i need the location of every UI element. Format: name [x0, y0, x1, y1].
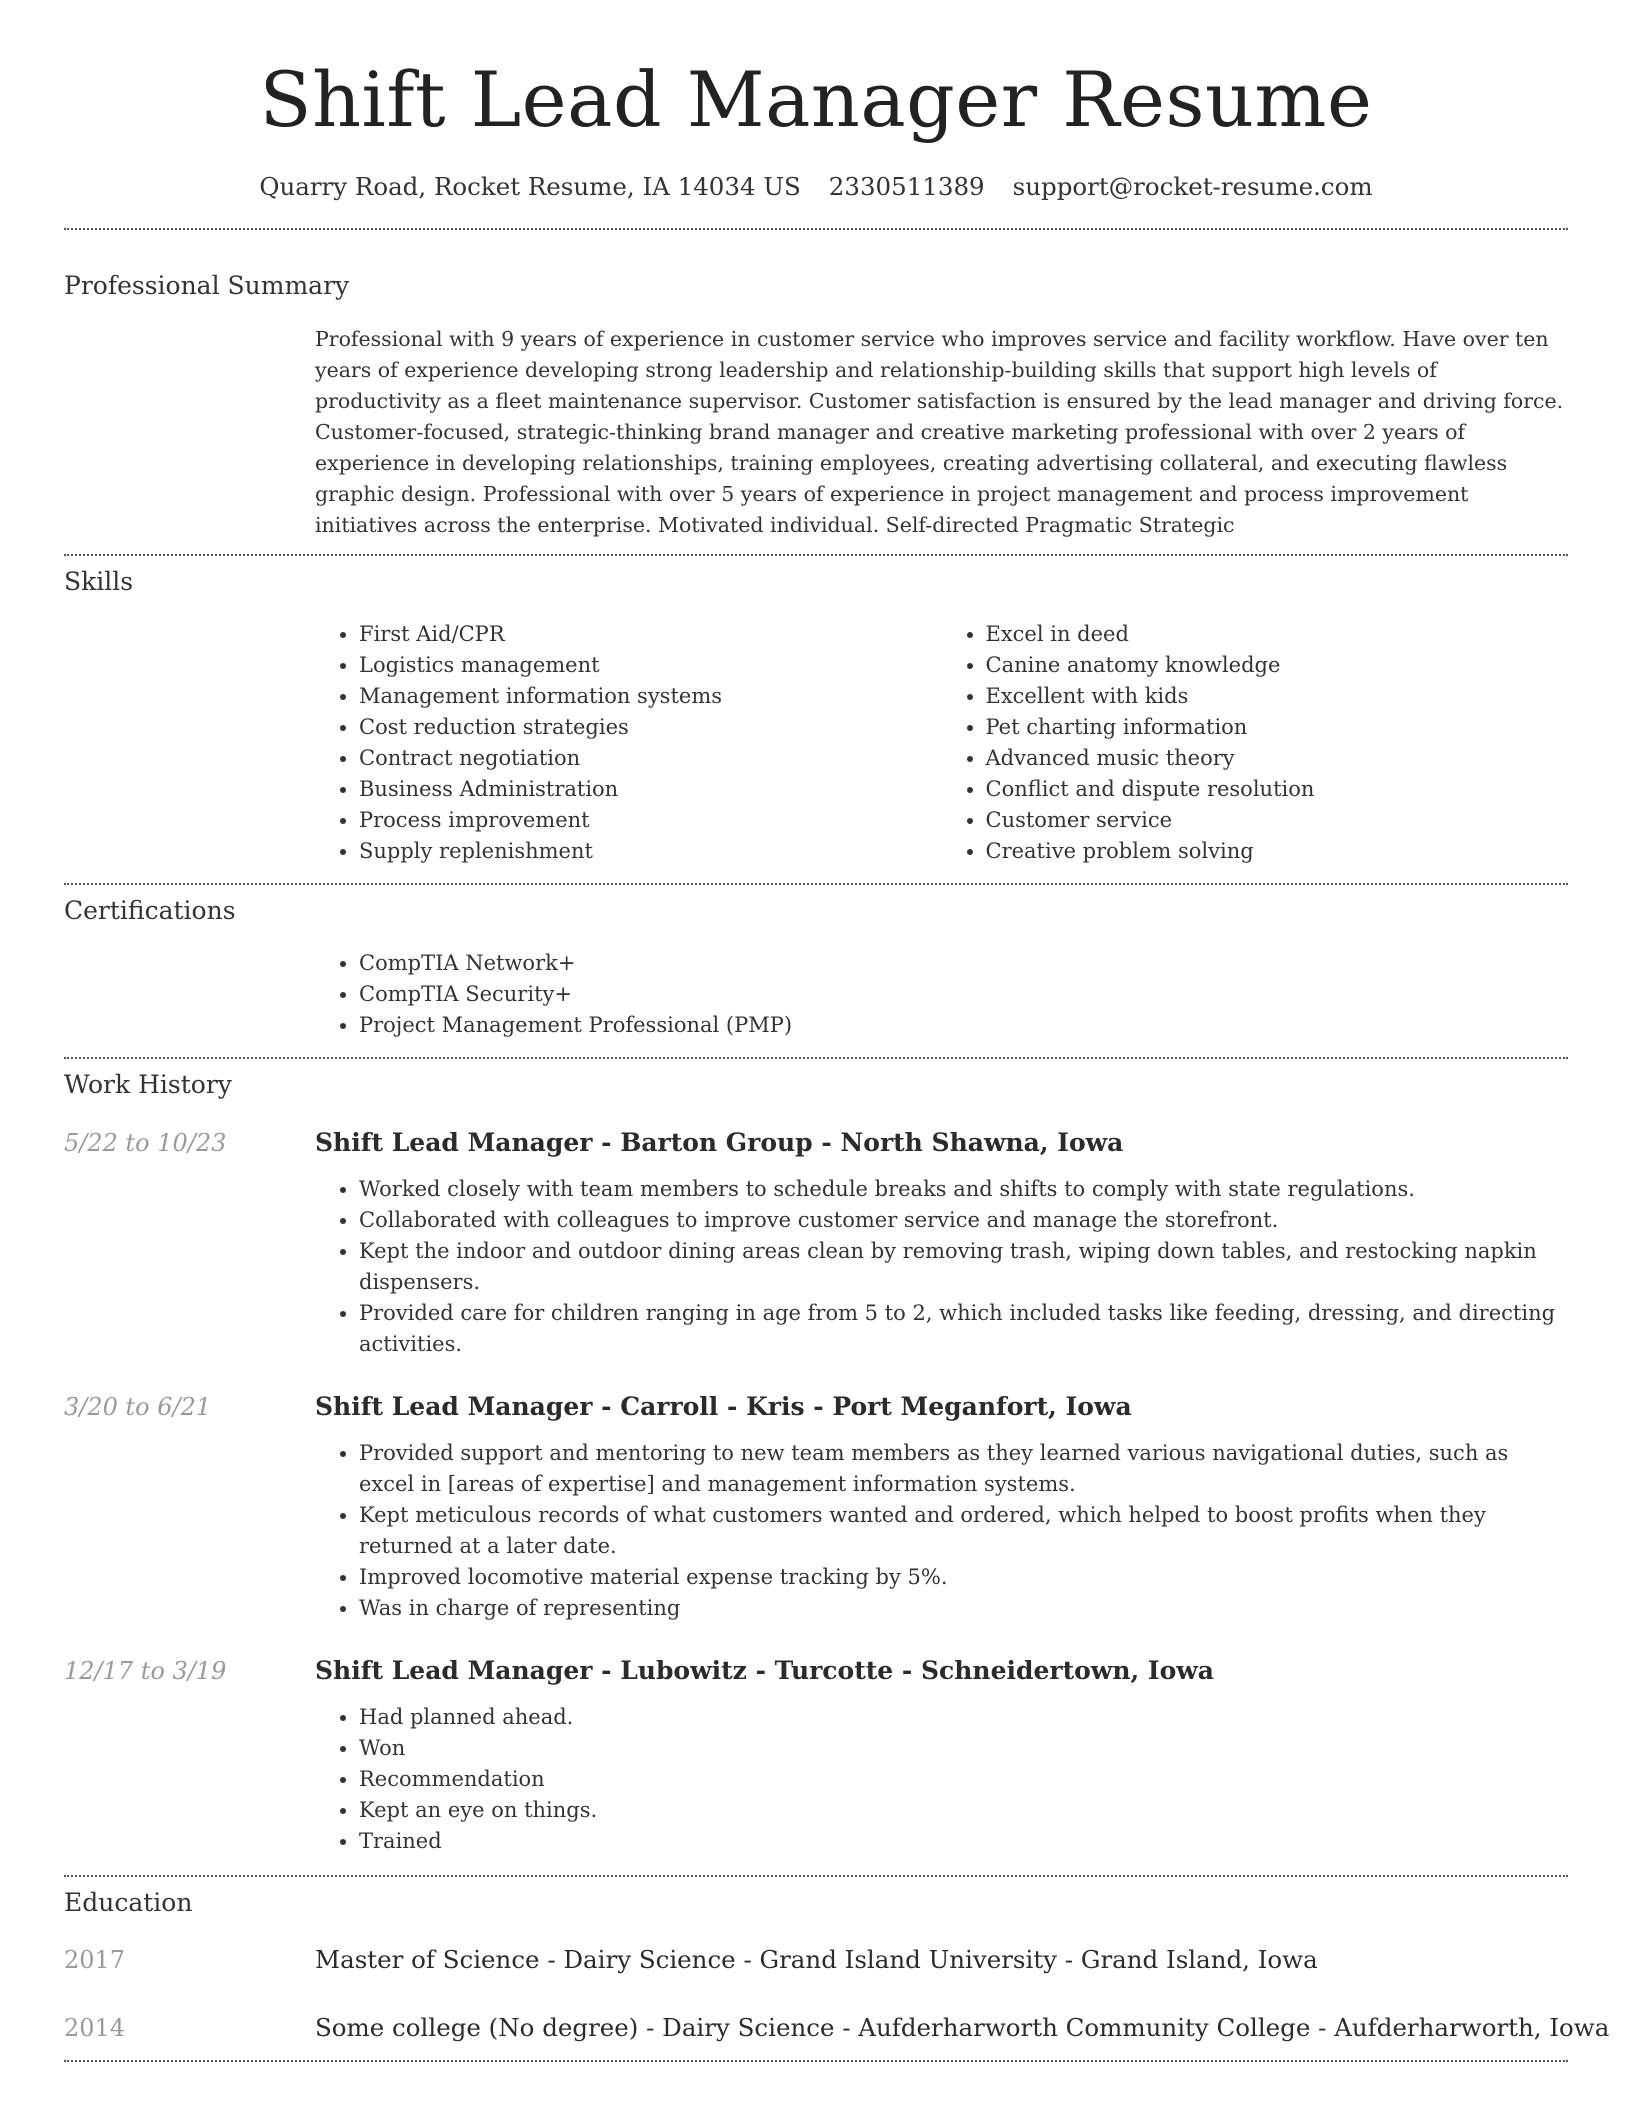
- divider: [64, 883, 1568, 885]
- job-entry: [64, 1390, 1568, 1624]
- job-bullet: • Recommendation: [359, 1764, 1568, 1795]
- job-bullet: • Collaborated with colleagues to improve customer service and manage the storefront.: [359, 1205, 1568, 1236]
- job-dates: 3/20 to 6/21: [64, 1393, 212, 1421]
- certification-item: • CompTIA Security+: [359, 979, 1568, 1010]
- resume-page: [64, 0, 1610, 2062]
- divider: [64, 554, 1568, 556]
- skill-item: • First Aid/CPR: [359, 619, 942, 650]
- skill-item: • Management information systems: [359, 681, 942, 712]
- skill-item: • Business Administration: [359, 774, 942, 805]
- education-entry: [64, 1943, 1568, 1977]
- job-bullet: • Trained: [359, 1826, 1568, 1857]
- skill-item: • Cost reduction strategies: [359, 712, 942, 743]
- education-year: 2017: [64, 1946, 126, 1974]
- skill-item: • Excellent with kids: [986, 681, 1569, 712]
- skill-item: • Excel in deed: [986, 619, 1569, 650]
- work-heading: Work History: [64, 1070, 232, 1099]
- education-section: [64, 1886, 1610, 2045]
- job-title: Shift Lead Manager - Carroll - Kris - Port Meganfort, Iowa: [315, 1392, 1132, 1421]
- job-bullet: • Won: [359, 1733, 1568, 1764]
- job-entry: [64, 1126, 1568, 1360]
- job-bullet: • Provided support and mentoring to new team members as they learned various navigational duties, such as excel in [areas of expertise] and management information systems.: [359, 1438, 1568, 1500]
- summary-section: [64, 269, 1568, 541]
- certification-item: • Project Management Professional (PMP): [359, 1010, 1568, 1041]
- skills-list-left: [315, 619, 942, 867]
- certifications-heading: Certifications: [64, 896, 236, 925]
- divider: [64, 228, 1568, 230]
- divider: [64, 1057, 1568, 1059]
- contact-line: [64, 170, 1568, 204]
- education-year: 2014: [64, 2014, 126, 2042]
- contact-email: support@rocket-resume.com: [1012, 172, 1373, 201]
- summary-heading: Professional Summary: [64, 271, 350, 300]
- job-bullets: [315, 1174, 1568, 1360]
- skill-item: • Creative problem solving: [986, 836, 1569, 867]
- skills-list-right: [942, 619, 1569, 867]
- skills-section: [64, 565, 1568, 867]
- education-entry: [64, 2011, 1610, 2045]
- job-bullet: • Kept an eye on things.: [359, 1795, 1568, 1826]
- job-title: Shift Lead Manager - Lubowitz - Turcotte - Schneidertown, Iowa: [315, 1656, 1214, 1685]
- skill-item: • Supply replenishment: [359, 836, 942, 867]
- skill-item: • Contract negotiation: [359, 743, 942, 774]
- certifications-section: [64, 894, 1568, 1041]
- contact-address: Quarry Road, Rocket Resume, IA 14034 US: [259, 172, 801, 201]
- page-title: Shift Lead Manager Resume: [259, 55, 1373, 144]
- work-section: [64, 1068, 1568, 1857]
- skill-item: • Conflict and dispute resolution: [986, 774, 1569, 805]
- job-bullet: • Had planned ahead.: [359, 1702, 1568, 1733]
- skill-item: • Process improvement: [359, 805, 942, 836]
- summary-text: Professional with 9 years of experience in customer service who improves service and facility workflow. Have over ten years of experience developing strong leadership and relationship-building skills that support high levels of productivity as a fleet maintenance supervisor. Customer satisfaction is ensured by the lead manager and driving force. Customer-focused, strategic-thinking brand manager and creative marketing professional with over 2 years of experience in developing relationships, training employees, creating advertising collateral, and executing flawless graphic design. Professional with over 5 years of experience in project management and process improvement initiatives across the enterprise. Motivated individual. Self-directed Pragmatic Strategic: [315, 327, 1564, 537]
- job-bullet: • Improved locomotive material expense tracking by 5%.: [359, 1562, 1568, 1593]
- education-text: Some college (No degree) - Dairy Science - Aufderharworth Community College - Aufderharworth, Iowa: [315, 2013, 1610, 2042]
- job-bullet: • Was in charge of representing: [359, 1593, 1568, 1624]
- job-dates: 5/22 to 10/23: [64, 1129, 227, 1157]
- certification-item: • CompTIA Network+: [359, 948, 1568, 979]
- divider: [64, 2060, 1568, 2062]
- skills-heading: Skills: [64, 567, 134, 596]
- skill-item: • Customer service: [986, 805, 1569, 836]
- skill-item: • Canine anatomy knowledge: [986, 650, 1569, 681]
- job-title: Shift Lead Manager - Barton Group - North Shawna, Iowa: [315, 1128, 1124, 1157]
- job-dates: 12/17 to 3/19: [64, 1657, 227, 1685]
- certifications-list: [315, 948, 1568, 1041]
- skill-item: • Pet charting information: [986, 712, 1569, 743]
- job-bullet: • Worked closely with team members to schedule breaks and shifts to comply with state regulations.: [359, 1174, 1568, 1205]
- education-heading: Education: [64, 1888, 193, 1917]
- job-bullets: [315, 1438, 1568, 1624]
- job-bullets: [315, 1702, 1568, 1857]
- education-text: Master of Science - Dairy Science - Grand Island University - Grand Island, Iowa: [315, 1945, 1318, 1974]
- skill-item: • Logistics management: [359, 650, 942, 681]
- job-bullet: • Provided care for children ranging in age from 5 to 2, which included tasks like feeding, dressing, and directing activities.: [359, 1298, 1568, 1360]
- job-bullet: • Kept the indoor and outdoor dining areas clean by removing trash, wiping down tables, and restocking napkin dispensers.: [359, 1236, 1568, 1298]
- skill-item: • Advanced music theory: [986, 743, 1569, 774]
- divider: [64, 1875, 1568, 1877]
- job-bullet: • Kept meticulous records of what customers wanted and ordered, which helped to boost profits when they returned at a later date.: [359, 1500, 1568, 1562]
- job-entry: [64, 1654, 1568, 1857]
- contact-phone: 2330511389: [828, 172, 985, 201]
